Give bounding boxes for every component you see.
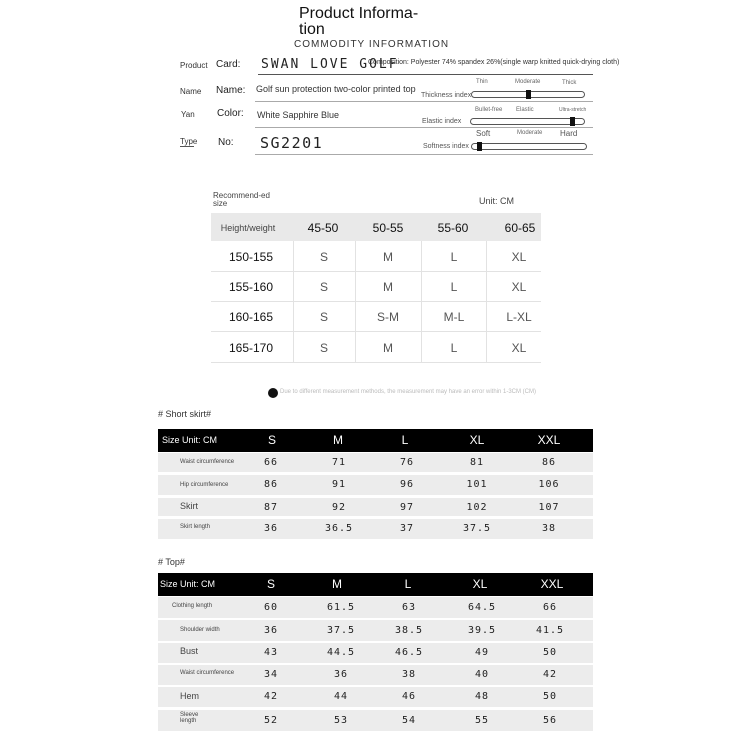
size-cell: XL — [511, 341, 527, 355]
grid-line — [355, 241, 356, 363]
index-option: Moderate — [517, 130, 543, 136]
table-row — [158, 665, 593, 685]
softness-slider — [471, 143, 587, 150]
row-height: 155-160 — [228, 280, 274, 294]
table-cell: 37.5 — [462, 523, 492, 534]
grid-line — [211, 301, 541, 302]
table-cell: 54 — [401, 715, 417, 726]
size-cell: XL — [511, 250, 527, 264]
divider — [258, 74, 593, 75]
table-cell: 38 — [401, 669, 417, 680]
header-cell: 45-50 — [307, 221, 339, 235]
row-label: Clothing length — [172, 603, 213, 609]
divider — [255, 101, 593, 102]
slider-knob — [570, 117, 575, 126]
table-cell: 36 — [263, 523, 279, 534]
product-row-left-label: Name — [180, 87, 202, 96]
row-label: Sleeve length — [180, 712, 199, 724]
composition-text: Composition: Polyester 74% spandex 26%(single warp knitted quick-drying cloth) — [368, 59, 620, 66]
product-row-left-label: Product — [180, 61, 208, 70]
table-cell: 44.5 — [326, 647, 356, 658]
table-cell: 96 — [399, 479, 415, 490]
table-cell: 37.5 — [326, 625, 356, 636]
header-cell: M — [333, 433, 343, 447]
size-cell: S-M — [377, 310, 399, 324]
header-cell: XXL — [537, 433, 561, 447]
index-option: Soft — [476, 129, 491, 138]
thickness-slider — [471, 91, 585, 98]
recommended-size-label: Recommend-ed size — [213, 191, 270, 208]
size-cell: S — [319, 310, 328, 324]
table-row — [158, 620, 593, 641]
table-cell: 76 — [399, 457, 415, 468]
table-cell: 91 — [331, 479, 347, 490]
row-height: 160-165 — [228, 310, 274, 324]
row-label: Skirt length — [180, 524, 211, 530]
index-option: Thick — [562, 80, 577, 86]
index-label: Elastic index — [422, 118, 462, 125]
row-height: 165-170 — [228, 341, 274, 355]
table-header — [158, 429, 593, 452]
table-cell: 38 — [541, 523, 557, 534]
header-cell: 60-65 — [504, 221, 536, 235]
header-cell: 50-55 — [372, 221, 404, 235]
index-option: Ultra-stretch — [559, 107, 587, 113]
table-cell: 102 — [466, 502, 488, 513]
row-label: Hem — [180, 691, 200, 701]
table-row — [158, 710, 593, 731]
size-cell: S — [319, 250, 328, 264]
grid-line — [211, 271, 541, 272]
size-cell: L — [450, 341, 458, 355]
divider — [180, 146, 194, 147]
page-title: Product Informa-tion — [299, 5, 419, 38]
table-row — [158, 475, 593, 495]
measurement-note: Due to different measurement methods, the measurement may have an error within 1-3CM (CM) — [280, 389, 536, 395]
table-row — [158, 643, 593, 663]
size-cell: S — [319, 280, 328, 294]
header-cell: Height/weight — [220, 223, 276, 233]
table-cell: 42 — [542, 669, 558, 680]
table-cell: 50 — [542, 647, 558, 658]
brand-name: SWAN LOVE GOLF — [261, 57, 399, 72]
table-cell: 36.5 — [324, 523, 354, 534]
table-cell: 61.5 — [326, 602, 356, 613]
row-label: Hip circumference — [180, 482, 229, 488]
header-cell: XXL — [540, 577, 564, 591]
table-cell: 66 — [263, 457, 279, 468]
slider-knob — [526, 90, 531, 99]
product-row-key: No: — [218, 137, 234, 148]
header-cell: XL — [469, 433, 485, 447]
size-cell: M — [383, 280, 393, 294]
table-cell: 48 — [474, 691, 490, 702]
table-row — [158, 498, 593, 516]
table-cell: 53 — [333, 715, 349, 726]
product-row-key: Card: — [216, 59, 241, 70]
table-cell: 36 — [333, 669, 349, 680]
table-cell: 107 — [538, 502, 560, 513]
grid-line — [211, 331, 541, 332]
table-cell: 92 — [331, 502, 347, 513]
product-row-key: Color: — [217, 108, 244, 119]
table-cell: 36 — [263, 625, 279, 636]
size-cell: M-L — [443, 310, 465, 324]
header-cell: S — [267, 433, 276, 447]
table-cell: 37 — [399, 523, 415, 534]
row-height: 150-155 — [228, 250, 274, 264]
table-row — [158, 519, 593, 539]
size-cell: M — [383, 341, 393, 355]
table-cell: 42 — [263, 691, 279, 702]
elastic-slider — [470, 118, 585, 125]
table-cell: 50 — [542, 691, 558, 702]
divider — [255, 127, 593, 128]
section-title: # Short skirt# — [158, 409, 212, 419]
size-cell: M — [383, 250, 393, 264]
index-label: Thickness index — [421, 92, 472, 99]
header-cell: L — [404, 577, 412, 591]
grid-line — [486, 241, 487, 363]
product-row-key: Name: — [216, 85, 246, 96]
grid-line — [421, 241, 422, 363]
header-cell: 55-60 — [437, 221, 469, 235]
row-label: Skirt — [180, 501, 198, 511]
table-cell: 52 — [263, 715, 279, 726]
table-cell: 41.5 — [535, 625, 565, 636]
table-cell: 43 — [263, 647, 279, 658]
table-cell: 40 — [474, 669, 490, 680]
table-cell: 55 — [474, 715, 490, 726]
table-cell: 60 — [263, 602, 279, 613]
table-row — [158, 597, 593, 618]
header-cell: XL — [472, 577, 488, 591]
row-label: Shoulder width — [180, 627, 220, 633]
index-option: Moderate — [515, 79, 541, 85]
row-label: Bust — [180, 646, 199, 656]
table-row — [158, 453, 593, 472]
table-cell: 49 — [474, 647, 490, 658]
index-option: Thin — [476, 79, 488, 85]
table-cell: 97 — [399, 502, 415, 513]
header-cell: S — [266, 577, 275, 591]
table-cell: 81 — [469, 457, 485, 468]
size-cell: L-XL — [506, 310, 532, 324]
product-color-value: White Sapphire Blue — [257, 110, 340, 120]
table-header — [158, 573, 593, 596]
product-name-value: Golf sun protection two-color printed top — [256, 84, 416, 94]
header-cell: Size Unit: CM — [162, 435, 218, 445]
size-cell: L — [450, 250, 458, 264]
table-cell: 66 — [542, 602, 558, 613]
table-cell: 101 — [466, 479, 488, 490]
header-cell: Size Unit: CM — [160, 579, 216, 589]
index-option: Elastic — [516, 107, 534, 113]
divider — [255, 154, 593, 155]
grid-line — [211, 362, 541, 363]
size-cell: S — [319, 341, 328, 355]
table-cell: 87 — [263, 502, 279, 513]
product-row-left-label: Type — [180, 137, 198, 146]
table-cell: 34 — [263, 669, 279, 680]
table-cell: 46.5 — [394, 647, 424, 658]
index-option: Bullet-free — [475, 107, 503, 113]
page-subtitle: COMMODITY INFORMATION — [294, 39, 450, 50]
product-row-left-label: Yan — [181, 110, 195, 119]
table-cell: 106 — [538, 479, 560, 490]
size-cell: XL — [511, 280, 527, 294]
index-label: Softness index — [423, 143, 469, 150]
row-label: Waist circumference — [180, 670, 235, 676]
table-cell: 46 — [401, 691, 417, 702]
table-cell: 86 — [263, 479, 279, 490]
section-title: # Top# — [158, 557, 185, 567]
index-option: Hard — [560, 129, 578, 138]
table-cell: 44 — [333, 691, 349, 702]
table-cell: 64.5 — [467, 602, 497, 613]
table-cell: 71 — [331, 457, 347, 468]
table-cell: 38.5 — [394, 625, 424, 636]
table-cell: 56 — [542, 715, 558, 726]
info-icon — [268, 388, 278, 398]
size-cell: L — [450, 280, 458, 294]
header-cell: L — [401, 433, 409, 447]
product-code: SG2201 — [260, 134, 324, 152]
header-cell: M — [332, 577, 342, 591]
row-label: Waist circumference — [180, 459, 235, 465]
unit-label: Unit: CM — [479, 196, 515, 206]
table-cell: 63 — [401, 602, 417, 613]
table-cell: 39.5 — [467, 625, 497, 636]
slider-knob — [477, 142, 482, 151]
table-row — [158, 687, 593, 707]
table-cell: 86 — [541, 457, 557, 468]
